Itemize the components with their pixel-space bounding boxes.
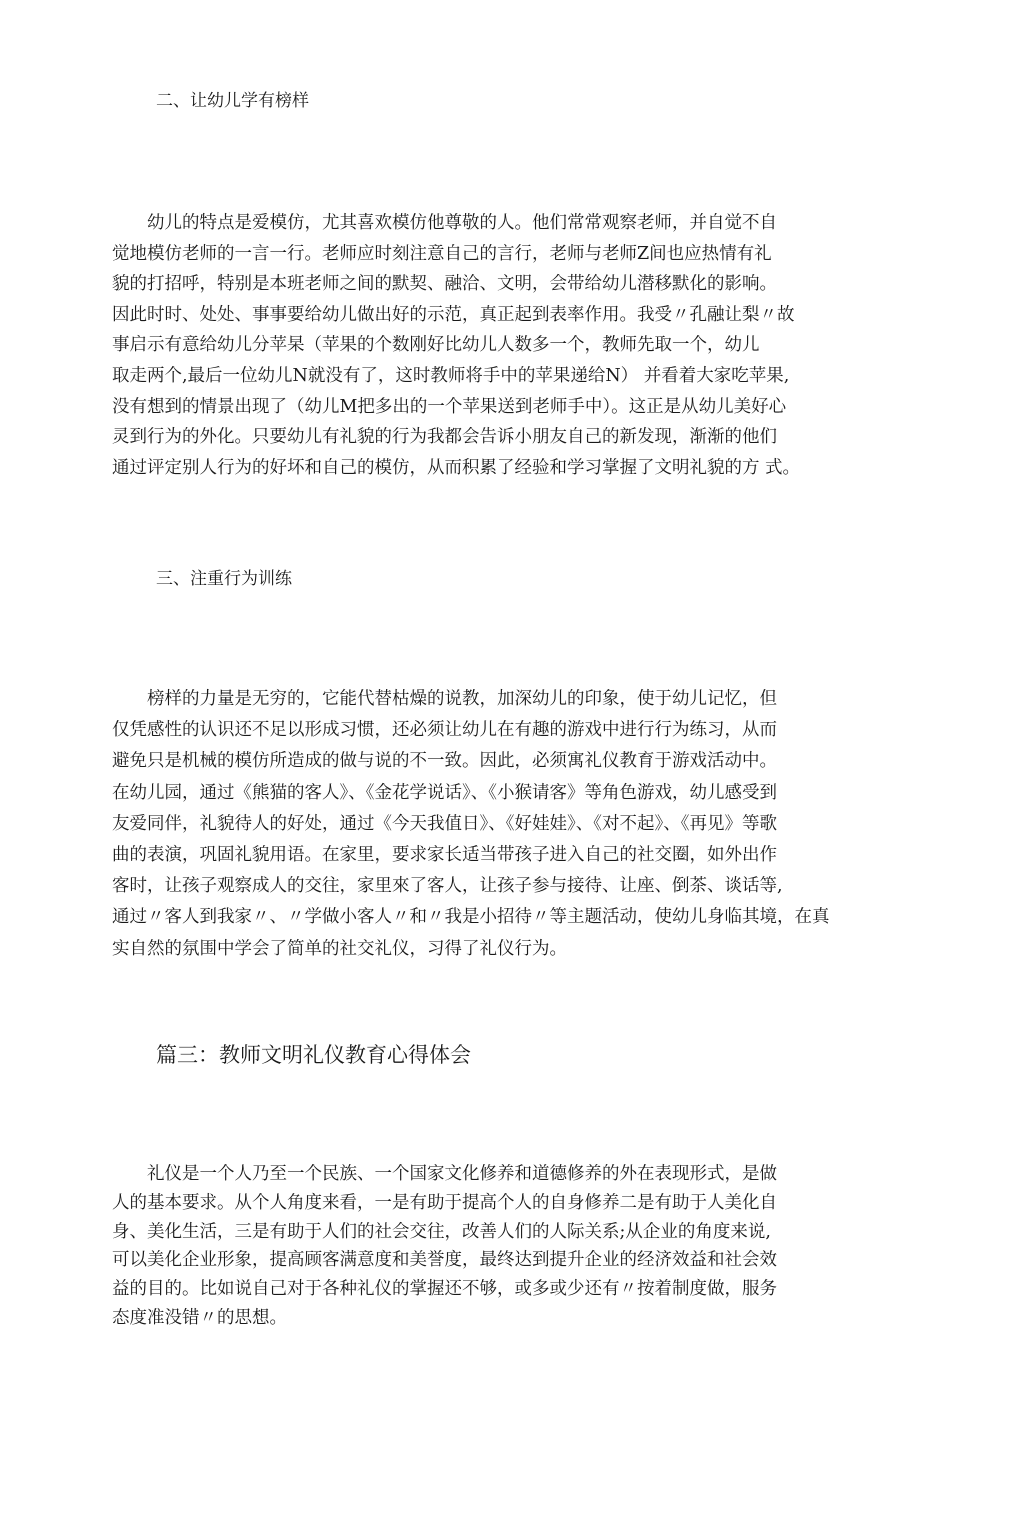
text-line: 友爱同伴，礼貌待人的好处，通过《今天我值日》、《好娃娃》、《对不起》、《再见》等歌 (112, 813, 777, 834)
section-heading-behavior-training: 三、注重行为训练 (156, 569, 292, 589)
text-line: 益的目的。比如说自己对于各种礼仪的掌握还不够，或多或少还有〃按着制度做，服务 (112, 1279, 777, 1300)
paragraph-etiquette (112, 1160, 777, 1333)
article-title: 篇三：教师文明礼仪教育心得体会 (156, 1043, 471, 1067)
text-line: 通过评定别人行为的好坏和自己的模仿，从而积累了经验和学习掌握了文明礼貌的方 式。 (112, 457, 801, 478)
text-line: 避免只是机械的模仿所造成的做与说的不一致。因此，必须寓礼仪教育于游戏活动中。 (112, 751, 777, 772)
section-heading-role-models: 二、让幼儿学有榜样 (156, 91, 309, 111)
paragraph-role-models (112, 208, 800, 483)
text-line: 取走两个,最后一位幼儿N就没有了，这时教师将手中的苹果递给N） 并看着大家吃苹果, (112, 365, 790, 386)
text-line: 人的基本要求。从个人角度来看，一是有助于提高个人的自身修养二是有助于人美化自 (112, 1192, 777, 1213)
text-line: 实自然的氛围中学会了简单的社交礼仪，习得了礼仪行为。 (112, 938, 567, 959)
text-line: 因此时时、处处、事事要给幼儿做出好的示范，真正起到表率作用。我受〃孔融让梨〃故 (112, 304, 795, 325)
text-line: 仅凭感性的认识还不足以形成习惯，还必须让幼儿在有趣的游戏中进行行为练习，从而 (112, 720, 777, 741)
paragraph-behavior-training (112, 684, 830, 965)
text-line: 可以美化企业形象，提高顾客满意度和美誉度，最终达到提升企业的经济效益和社会效 (112, 1250, 777, 1271)
text-line: 觉地模仿老师的一言一行。老师应时刻注意自己的言行，老师与老师Z间也应热情有礼 (112, 243, 772, 264)
text-line: 在幼儿园，通过《熊猫的客人》、《金花学说话》、《小猴请客》等角色游戏，幼儿感受到 (112, 782, 777, 803)
text-line: 礼仪是一个人乃至一个民族、一个国家文化修养和道德修养的外在表现形式，是做 (112, 1164, 777, 1184)
text-line: 没有想到的情景出现了（幼儿M把多出的一个苹果送到老师手中）。这正是从幼儿美好心 (112, 396, 787, 417)
text-line: 身、美化生活，三是有助于人们的社会交往，改善人们的人际关系;从企业的角度来说, (112, 1221, 771, 1242)
text-line: 态度准没错〃的思想。 (112, 1307, 287, 1328)
text-line: 幼儿的特点是爱模仿，尤其喜欢模仿他尊敬的人。他们常常观察老师，并自觉不自 (112, 213, 777, 233)
text-line: 灵到行为的外化。只要幼儿有礼貌的行为我都会告诉小朋友自己的新发现，渐渐的他们 (112, 427, 777, 448)
text-line: 榜样的力量是无穷的，它能代替枯燥的说教，加深幼儿的印象，使于幼儿记忆，但 (112, 689, 777, 709)
text-line: 曲的表演，巩固礼貌用语。在家里，要求家长适当带孩子进入自己的社交圈，如外出作 (112, 845, 777, 866)
text-line: 通过〃客人到我家〃、〃学做小客人〃和〃我是小招待〃等主题活动，使幼儿身临其境，在真 (112, 907, 830, 928)
text-line: 事启示有意给幼儿分苹杲（苹果的个数刚好比幼儿人数多一个，教师先取一个，幼儿 (112, 335, 760, 356)
text-line: 貌的打招呼，特别是本班老师之间的默契、融洽、文明，会带给幼儿潜移默化的影响。 (112, 274, 777, 295)
text-line: 客时，让孩子观察成人的交往，家里來了客人，让孩子参与接待、让座、倒茶、谈话等, (112, 876, 783, 897)
